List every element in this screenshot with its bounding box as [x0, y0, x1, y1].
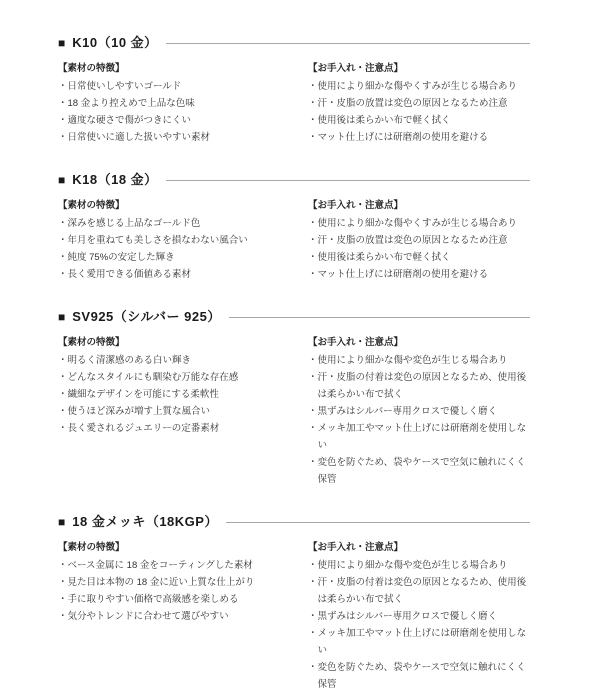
bullet-icon: ・: [308, 662, 318, 673]
care-text: 黒ずみはシルバー専用クロスで優しく磨く: [317, 611, 498, 622]
section-title: SV925（シルバー 925）: [72, 309, 221, 324]
features-list: [58, 557, 298, 625]
feature-item: [58, 232, 298, 249]
care-column: [308, 334, 535, 488]
features-list: [58, 352, 298, 437]
features-label: 【素材の特徴】: [58, 63, 125, 74]
bullet-icon: ・: [308, 355, 318, 366]
bullet-icon: ・: [58, 423, 68, 434]
care-item: [308, 95, 535, 112]
care-item: [308, 454, 535, 488]
care-item: [308, 112, 535, 129]
features-label: 【素材の特徴】: [58, 200, 125, 211]
care-label: 【お手入れ・注意点】: [308, 337, 404, 348]
care-item: [308, 266, 535, 283]
section-k10: [58, 34, 530, 146]
feature-text: 日常使いしやすいゴールド: [67, 81, 182, 92]
features-column: [58, 334, 298, 488]
feature-text: 深みを感じる上品なゴールド色: [67, 218, 201, 229]
header-rule: [226, 522, 530, 523]
bullet-icon: ・: [308, 115, 318, 126]
feature-text: 長く愛用できる価値ある素材: [67, 269, 192, 280]
bullet-icon: ・: [58, 132, 68, 143]
bullet-icon: ・: [308, 81, 318, 92]
care-text: メッキ加工やマット仕上げには研磨剤を使用しない: [317, 423, 527, 451]
bullet-icon: ・: [58, 594, 68, 605]
care-text: 変色を防ぐため、袋やケースで空気に触れにくく保管: [317, 457, 526, 485]
feature-item: [58, 369, 298, 386]
bullet-icon: ・: [58, 81, 68, 92]
section-header: [58, 34, 530, 52]
care-list: [308, 215, 535, 283]
bullet-icon: ・: [58, 389, 68, 400]
feature-item: [58, 386, 298, 403]
care-item: [308, 659, 535, 693]
bullet-icon: ・: [308, 269, 318, 280]
section-title: K10（10 金）: [72, 35, 158, 50]
care-list: [308, 78, 535, 146]
feature-item: [58, 129, 298, 146]
care-text: 黒ずみはシルバー専用クロスで優しく磨く: [317, 406, 498, 417]
care-column: [308, 197, 535, 283]
feature-text: 気分やトレンドに合わせて選びやすい: [67, 611, 229, 622]
feature-item: [58, 420, 298, 437]
care-text: マット仕上げには研磨剤の使用を避ける: [317, 132, 489, 143]
section-title: 18 金メッキ（18KGP）: [72, 514, 218, 529]
feature-item: [58, 78, 298, 95]
bullet-icon: ・: [58, 577, 68, 588]
care-list: [308, 352, 535, 488]
bullet-icon: ・: [308, 235, 318, 246]
bullet-icon: ・: [308, 611, 318, 622]
bullet-icon: ・: [308, 252, 318, 263]
bullet-icon: ・: [58, 115, 68, 126]
care-list: [308, 557, 535, 693]
care-item: [308, 420, 535, 454]
section-title: K18（18 金）: [72, 172, 158, 187]
care-text: 使用により細かな傷やくすみが生じる場合あり: [317, 81, 518, 92]
feature-item: [58, 403, 298, 420]
care-label: 【お手入れ・注意点】: [308, 200, 404, 211]
feature-item: [58, 591, 298, 608]
care-text: 使用後は柔らかい布で軽く拭く: [317, 252, 451, 263]
section-header: [58, 513, 530, 531]
bullet-icon: ・: [308, 372, 318, 383]
care-text: 汗・皮脂の付着は変色の原因となるため、使用後は柔らかい布で拭く: [317, 372, 527, 400]
feature-item: [58, 112, 298, 129]
care-item: [308, 557, 535, 574]
features-column: [58, 197, 298, 283]
bullet-icon: ・: [308, 132, 318, 143]
features-label: 【素材の特徴】: [58, 542, 125, 553]
feature-text: 18 金より控えめで上品な色味: [67, 98, 195, 109]
bullet-icon: ・: [308, 577, 318, 588]
square-bullet-icon: ■: [58, 173, 66, 187]
care-column: [308, 60, 535, 146]
header-rule: [229, 317, 530, 318]
bullet-icon: ・: [58, 218, 68, 229]
care-item: [308, 403, 535, 420]
square-bullet-icon: ■: [58, 36, 66, 50]
care-item: [308, 608, 535, 625]
bullet-icon: ・: [58, 406, 68, 417]
care-text: 使用により細かな傷や変色が生じる場合あり: [317, 560, 508, 571]
section-sv925: [58, 308, 530, 488]
bullet-icon: ・: [308, 457, 318, 468]
feature-text: 見た目は本物の 18 金に近い上質な仕上がり: [67, 577, 255, 588]
section-header: [58, 171, 530, 189]
section-columns: [58, 197, 530, 283]
section-header: [58, 308, 530, 326]
bullet-icon: ・: [308, 628, 318, 639]
feature-text: どんなスタイルにも馴染む万能な存在感: [67, 372, 239, 383]
features-column: [58, 60, 298, 146]
header-rule: [166, 43, 530, 44]
care-item: [308, 129, 535, 146]
section-18kgp: [58, 513, 530, 693]
care-text: 使用により細かな傷や変色が生じる場合あり: [317, 355, 508, 366]
feature-item: [58, 249, 298, 266]
bullet-icon: ・: [58, 372, 68, 383]
care-label: 【お手入れ・注意点】: [308, 542, 404, 553]
care-item: [308, 369, 535, 403]
feature-text: 日常使いに適した扱いやすい素材: [67, 132, 211, 143]
section-columns: [58, 60, 530, 146]
features-list: [58, 78, 298, 146]
feature-text: 手に取りやすい価格で高級感を楽しめる: [67, 594, 239, 605]
care-text: メッキ加工やマット仕上げには研磨剤を使用しない: [317, 628, 527, 656]
section-columns: [58, 334, 530, 488]
feature-text: 年月を重ねても美しさを損なわない風合い: [67, 235, 248, 246]
bullet-icon: ・: [58, 98, 68, 109]
header-rule: [166, 180, 530, 181]
bullet-icon: ・: [308, 560, 318, 571]
features-label: 【素材の特徴】: [58, 337, 125, 348]
section-k18: [58, 171, 530, 283]
bullet-icon: ・: [58, 560, 68, 571]
feature-text: ベース金属に 18 金をコーティングした素材: [67, 560, 253, 571]
features-column: [58, 539, 298, 693]
bullet-icon: ・: [58, 355, 68, 366]
care-item: [308, 215, 535, 232]
care-text: 使用により細かな傷やくすみが生じる場合あり: [317, 218, 518, 229]
feature-item: [58, 352, 298, 369]
square-bullet-icon: ■: [58, 310, 66, 324]
bullet-icon: ・: [308, 406, 318, 417]
care-item: [308, 78, 535, 95]
feature-text: 適度な硬さで傷がつきにくい: [67, 115, 192, 126]
bullet-icon: ・: [308, 218, 318, 229]
bullet-icon: ・: [58, 269, 68, 280]
care-text: 汗・皮脂の付着は変色の原因となるため、使用後は柔らかい布で拭く: [317, 577, 527, 605]
feature-item: [58, 215, 298, 232]
care-column: [308, 539, 535, 693]
feature-text: 使うほど深みが増す上質な風合い: [67, 406, 211, 417]
care-item: [308, 352, 535, 369]
feature-item: [58, 95, 298, 112]
bullet-icon: ・: [58, 611, 68, 622]
care-text: マット仕上げには研磨剤の使用を避ける: [317, 269, 489, 280]
feature-text: 長く愛されるジュエリーの定番素材: [67, 423, 220, 434]
care-item: [308, 625, 535, 659]
care-text: 使用後は柔らかい布で軽く拭く: [317, 115, 451, 126]
care-item: [308, 249, 535, 266]
section-columns: [58, 539, 530, 693]
bullet-icon: ・: [58, 235, 68, 246]
bullet-icon: ・: [308, 423, 318, 434]
care-text: 汗・皮脂の放置は変色の原因となるため注意: [317, 98, 508, 109]
feature-item: [58, 557, 298, 574]
feature-item: [58, 608, 298, 625]
care-item: [308, 574, 535, 608]
feature-text: 明るく清潔感のある白い輝き: [67, 355, 192, 366]
bullet-icon: ・: [58, 252, 68, 263]
feature-item: [58, 266, 298, 283]
care-label: 【お手入れ・注意点】: [308, 63, 404, 74]
square-bullet-icon: ■: [58, 515, 66, 529]
care-item: [308, 232, 535, 249]
care-text: 汗・皮脂の放置は変色の原因となるため注意: [317, 235, 508, 246]
feature-item: [58, 574, 298, 591]
bullet-icon: ・: [308, 98, 318, 109]
care-text: 変色を防ぐため、袋やケースで空気に触れにくく保管: [317, 662, 526, 690]
features-list: [58, 215, 298, 283]
feature-text: 繊細なデザインを可能にする柔軟性: [67, 389, 219, 400]
feature-text: 純度 75%の安定した輝き: [67, 252, 175, 263]
